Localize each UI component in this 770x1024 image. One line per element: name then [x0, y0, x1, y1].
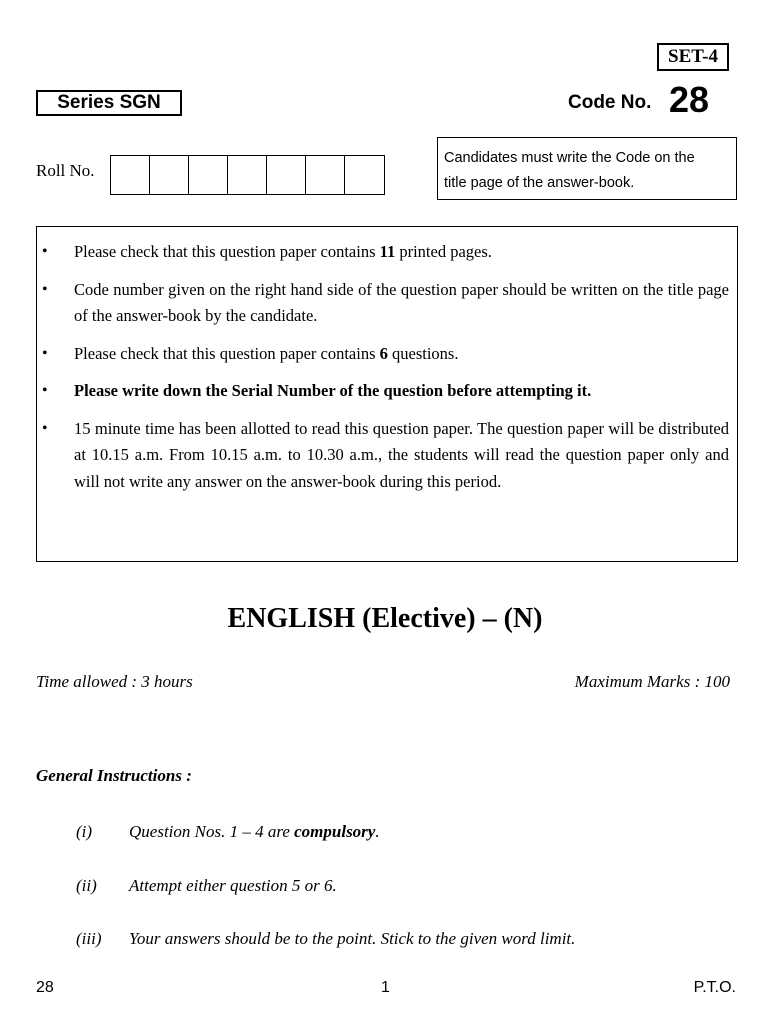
roll-label: Roll No.	[36, 161, 95, 180]
instruction-item: • Code number given on the right hand side of the question paper should be written on the title page of the answer-book by the candidate.	[37, 277, 729, 330]
roll-number-cell[interactable]	[111, 156, 150, 194]
instruction-item: • Please check that this question paper contains 6 questions.	[37, 341, 729, 368]
roll-number-cell[interactable]	[306, 156, 345, 194]
footer-code: 28	[36, 979, 54, 996]
instructions-box	[36, 226, 738, 562]
roll-number-cell[interactable]	[345, 156, 384, 194]
candidate-note-box	[437, 137, 737, 200]
series-label: Series SGN	[36, 90, 182, 116]
roll-number-grid[interactable]	[110, 155, 385, 195]
instructions-list	[37, 239, 729, 495]
instruction-item: • 15 minute time has been allotted to read this question paper. The question paper will be distributed at 10.15 a.m. From 10.15 a.m. to 10.30 a.m., the students will read the question paper only and will not write any answer on the answer-book during this period.	[37, 416, 729, 496]
pto-label: P.T.O.	[693, 979, 736, 996]
maximum-marks: Maximum Marks : 100	[574, 672, 730, 691]
time-allowed: Time allowed : 3 hours	[36, 672, 193, 691]
instruction-item: • Please write down the Serial Number of the question before attempting it.	[37, 378, 729, 405]
code-value: 28	[669, 79, 710, 120]
paper-title: ENGLISH (Elective) – (N)	[227, 603, 543, 634]
set-label: SET-4	[657, 43, 729, 71]
candidate-note-line: Candidates must write the Code on the	[444, 150, 695, 166]
code-label: Code No.	[568, 92, 652, 113]
instruction-item: • Please check that this question paper contains 11 printed pages.	[37, 239, 729, 266]
general-instructions-heading: General Instructions :	[36, 766, 192, 785]
roll-number-cell[interactable]	[228, 156, 267, 194]
candidate-note-line: title page of the answer-book.	[444, 175, 635, 191]
roll-number-cell[interactable]	[267, 156, 306, 194]
roll-number-cell[interactable]	[189, 156, 228, 194]
roll-number-cell[interactable]	[150, 156, 189, 194]
page-number: 1	[381, 979, 390, 996]
